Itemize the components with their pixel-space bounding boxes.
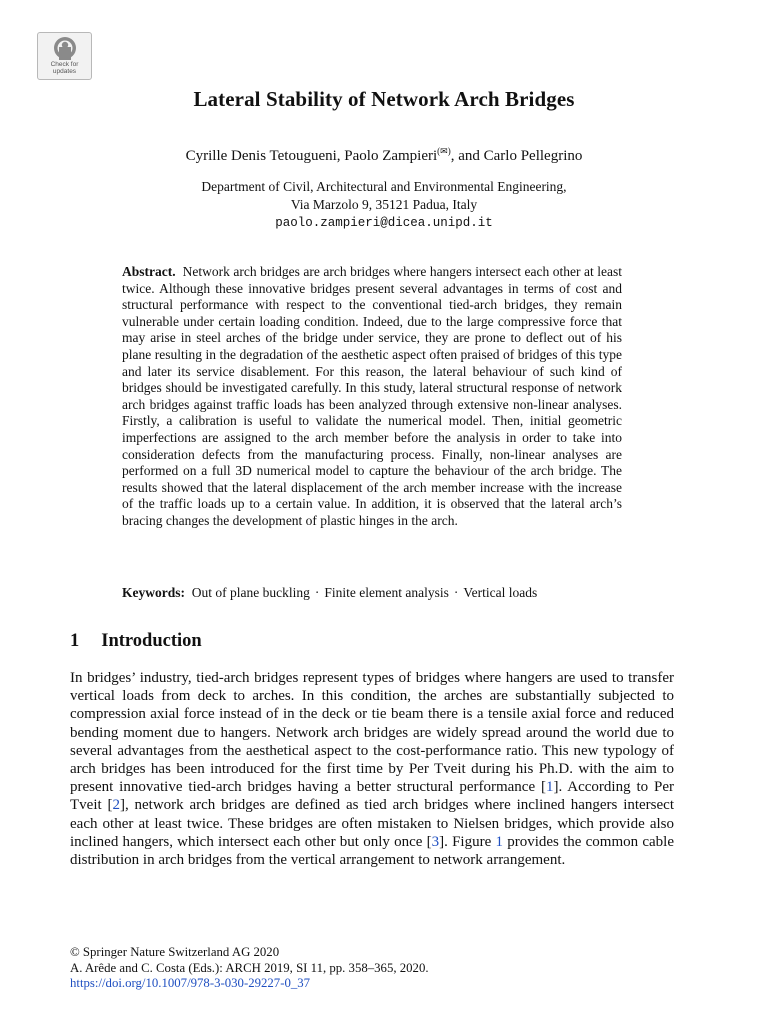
intro-text: ]. Figure (439, 833, 496, 850)
section-number: 1 (70, 631, 80, 651)
abstract (122, 264, 622, 530)
author-list (0, 146, 768, 165)
corresponding-author-mail-icon: (✉) (437, 146, 451, 156)
citation-link[interactable]: 2 (112, 797, 120, 814)
section-title: Introduction (101, 631, 202, 651)
keyword-1: Out of plane buckling (191, 585, 310, 600)
intro-text: ]. According to Per Tveit [ (70, 779, 674, 814)
footer (70, 945, 690, 992)
section-heading-introduction (70, 631, 202, 652)
badge-line-1: Check for (50, 61, 79, 68)
keyword-3: Vertical loads (463, 585, 538, 600)
affiliation (0, 178, 768, 232)
intro-text: In bridges’ industry, tied-arch bridges represent types of bridges where hangers are used to transfer vertical loads from deck to arches. In this condition, the arches are substantially subjected to compression axial force instead of in the deck or tie beam there is a tensile axial force and reduced bending moment due to hangers. Network arch bridges are widely spread around the world due to several advantages from the aesthetical aspect to the cost-performance ratio. This new typology of arch bridges has been introduced for the first time by Per Tveit during his Ph.D. with the aim to present innovative tied-arch bridges having a better structural performance [ (70, 670, 674, 796)
check-for-updates-icon (53, 36, 77, 60)
paper-title: Lateral Stability of Network Arch Bridges (193, 87, 575, 111)
check-for-updates-badge[interactable] (37, 32, 92, 80)
author-names: Cyrille Denis Tetougueni, Paolo Zampieri (185, 148, 438, 164)
keyword-separator: · (453, 585, 459, 600)
abstract-label: Abstract. (122, 264, 176, 279)
figure-link[interactable]: 1 (495, 833, 503, 850)
intro-text: provides the common cable distribution in arch bridges from the vertical arrangement to network arrangement. (70, 833, 674, 869)
introduction-paragraph (70, 669, 674, 869)
badge-line-2: updates (52, 68, 77, 75)
citation-link[interactable]: 3 (431, 833, 440, 850)
proceedings-citation: A. Arêde and C. Costa (Eds.): ARCH 2019, SI 11, pp. 358–365, 2020. (70, 960, 429, 975)
affiliation-address: Via Marzolo 9, 35121 Padua, Italy (290, 197, 478, 212)
keywords-label: Keywords: (122, 585, 185, 600)
abstract-text: Network arch bridges are arch bridges where hangers intersect each other at least twice. Although these innovative bridges present several advantages in terms of cost and structural performance with respect to the conventional tied-arch bridges, they remain vulnerable under certain loading condition. Indeed, due to the large compressive force that may arise in steel arches of the bridge under service, they are prone to deflect out of his plane resulting in the degradation of the aesthetic aspect often praised of bridges of this type and later its service disablement. For this reason, the lateral behaviour of such kind of bridges should be investigated carefully. In this study, lateral structural response of network arch bridges against traffic loads has been analyzed through extensive non-linear analyses. Firstly, a calibration is useful to validate the numerical model. Then, initial geometric imperfections are assigned to the arch member before the analysis in order to take into consideration defects from the manufacturing process. Finally, non-linear analyses are performed on a full 3D numerical model to capture the behaviour of the arch bridge. The results showed that the lateral displacement of the arch member increase with the increase of the traffic loads up to a certain value. In addition, it is observed that the lateral arch’s bracing changes the development of plastic hinges in the arch. (122, 264, 623, 528)
doi-link[interactable]: https://doi.org/10.1007/978-3-030-29227-0_37 (70, 976, 311, 990)
keywords (122, 584, 622, 601)
keyword-separator: · (314, 585, 320, 600)
author-email[interactable]: paolo.zampieri@dicea.unipd.it (275, 216, 493, 230)
badge-label (38, 61, 91, 75)
author-names-end: , and Carlo Pellegrino (450, 148, 583, 164)
citation-link[interactable]: 1 (545, 779, 554, 796)
intro-text: ], network arch bridges are defined as tied arch bridges where inclined hangers intersect each other at least twice. These bridges are often mistaken to Nielsen bridges, which provide also inclined hangers, which intersect each other but only once [ (70, 797, 675, 850)
keyword-2: Finite element analysis (324, 585, 449, 600)
affiliation-department: Department of Civil, Architectural and Environmental Engineering, (201, 179, 567, 194)
copyright-notice: © Springer Nature Switzerland AG 2020 (70, 945, 280, 959)
